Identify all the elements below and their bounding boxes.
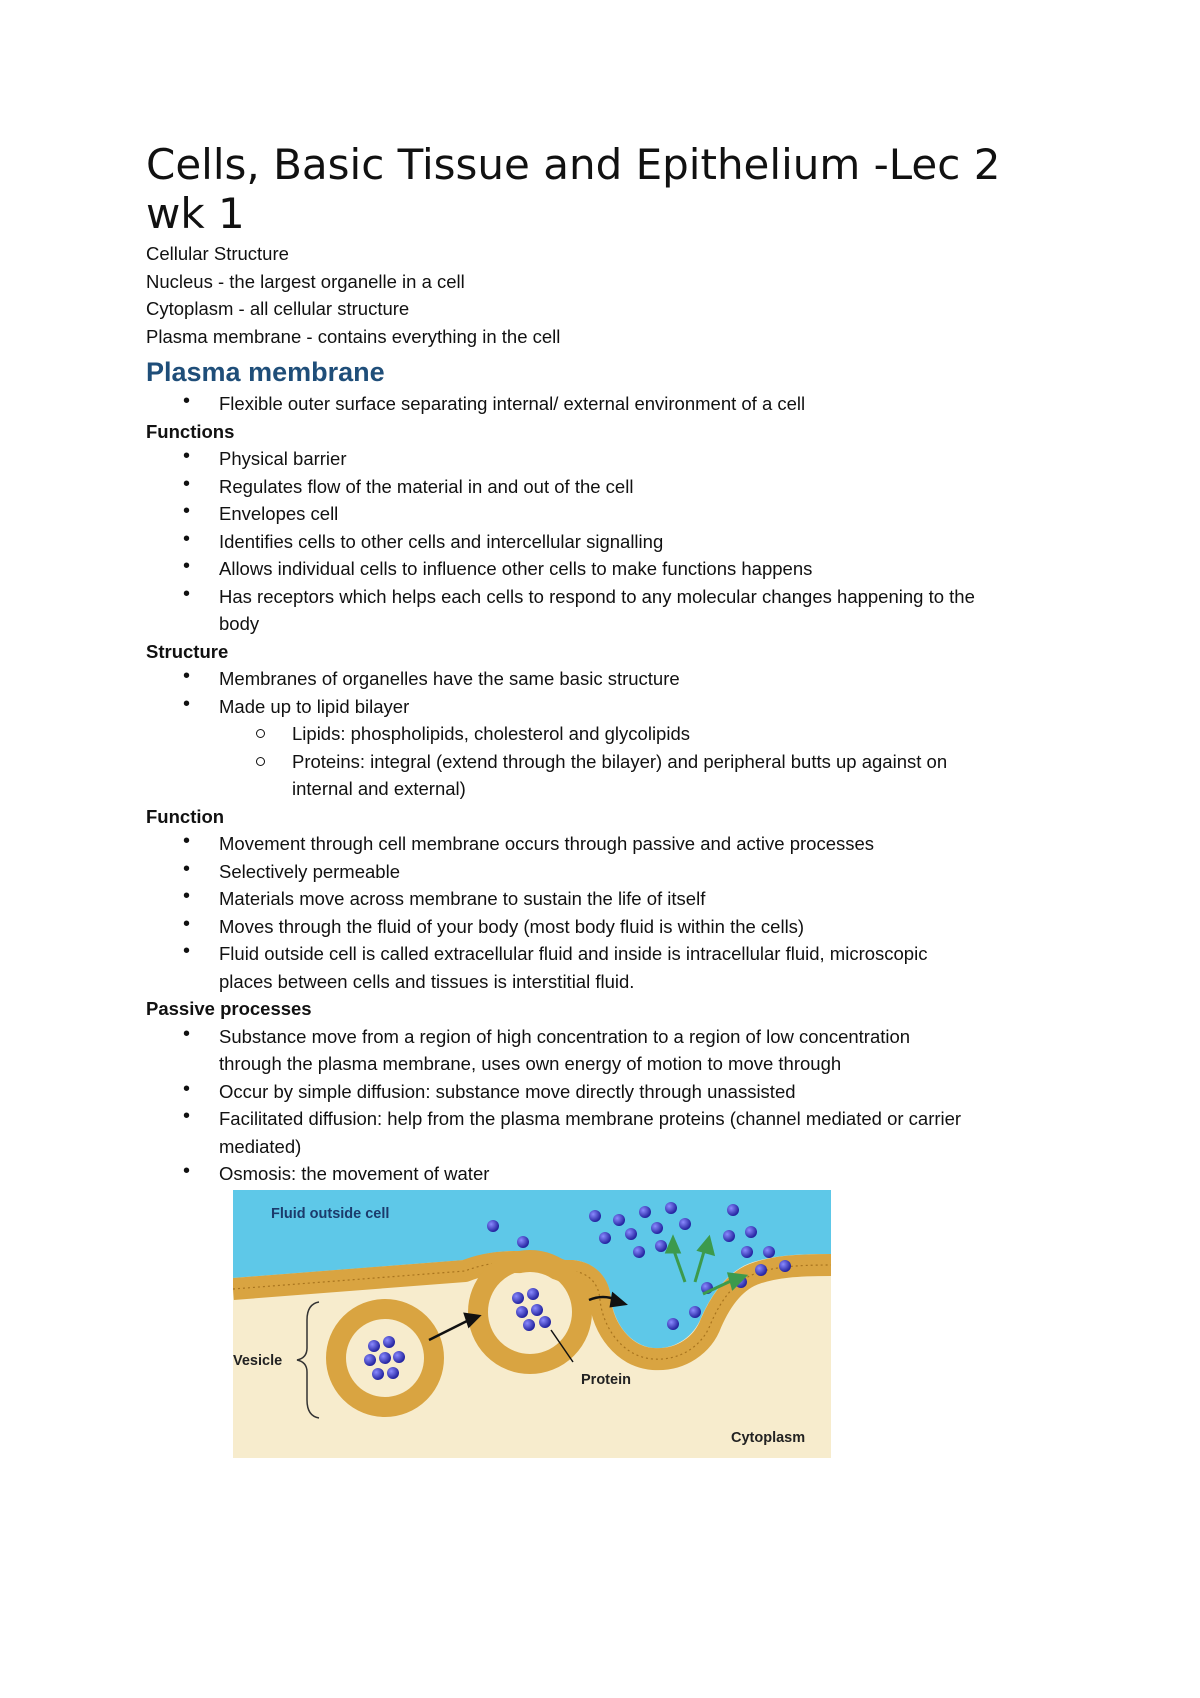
- label-protein: Protein: [581, 1372, 631, 1388]
- intro-line: Cytoplasm - all cellular structure: [146, 298, 410, 319]
- list-item-text: mediated): [219, 1135, 302, 1157]
- list-item-text: Fluid outside cell is called extracellular fluid and inside is intracellular fluid, microscopic: [219, 943, 928, 964]
- passive-heading: Passive processes: [146, 998, 312, 1019]
- structure-list: [146, 665, 1066, 803]
- list-item: • Envelopes cell: [146, 500, 1066, 528]
- list-item-text: body: [219, 613, 260, 634]
- list-item: • Occur by simple diffusion: substance move directly through unassisted: [146, 1078, 1066, 1106]
- list-item: • Movement through cell membrane occurs through passive and active processes: [146, 830, 1066, 858]
- functions-list: [146, 445, 1066, 638]
- label-vesicle: Vesicle: [233, 1353, 283, 1369]
- structure-heading: Structure: [146, 640, 229, 662]
- list-item-text: Facilitated diffusion: help from the plasma membrane proteins (channel mediated or carrier: [219, 1108, 962, 1129]
- list-item: • Flexible outer surface separating internal/ external environment of a cell: [146, 390, 1066, 418]
- list-item: [146, 1105, 1066, 1160]
- list-item: [146, 940, 1066, 995]
- list-item: • Physical barrier: [146, 445, 1066, 473]
- list-item-text: Made up to lipid bilayer: [219, 695, 410, 717]
- list-item: • Materials move across membrane to sustain the life of itself: [146, 885, 1066, 913]
- list-item: [146, 583, 1066, 638]
- intro-block: [146, 240, 1066, 350]
- structure-sublist: [219, 720, 1066, 803]
- functions-heading: Functions: [146, 420, 235, 442]
- section-heading: Plasma membrane: [146, 357, 385, 387]
- list-item: • Allows individual cells to influence other cells to make functions happens: [146, 555, 1066, 583]
- passive-list: [146, 1023, 1066, 1188]
- list-item-text: Substance move from a region of high concentration to a region of low concentration: [219, 1025, 911, 1047]
- list-item-text: through the plasma membrane, uses own energy of motion to move through: [219, 1053, 842, 1074]
- list-item: [146, 1023, 1066, 1078]
- intro-line: Cellular Structure: [146, 243, 289, 264]
- sublist-item-text: Proteins: integral (extend through the bilayer) and peripheral butts up against on: [292, 750, 948, 772]
- list-item-text: places between cells and tissues is interstitial fluid.: [219, 970, 635, 992]
- page-title: Cells, Basic Tissue and Epithelium -Lec 2 wk 1: [146, 140, 1001, 238]
- list-item: • Selectively permeable: [146, 858, 1066, 886]
- sublist-item: Lipids: phospholipids, cholesterol and glycolipids: [146, 720, 1066, 748]
- list-item-text: Has receptors which helps each cells to respond to any molecular changes happening to the: [219, 585, 975, 607]
- list-item: • Identifies cells to other cells and intercellular signalling: [146, 528, 1066, 556]
- list-item: • Regulates flow of the material in and out of the cell: [146, 473, 1066, 501]
- document-content: [146, 140, 1066, 1188]
- section-intro-list: [146, 390, 1066, 418]
- sublist-item-text: internal and external): [292, 778, 466, 799]
- list-item: [146, 693, 1066, 803]
- list-item: • Osmosis: the movement of water: [146, 1160, 1066, 1188]
- function-list: [146, 830, 1066, 995]
- list-item: • Membranes of organelles have the same basic structure: [146, 665, 1066, 693]
- exocytosis-figure: [233, 1190, 831, 1458]
- intro-line: Nucleus - the largest organelle in a cell: [146, 270, 465, 292]
- function-heading: Function: [146, 805, 225, 827]
- intro-line: Plasma membrane - contains everything in the cell: [146, 325, 561, 347]
- label-fluid-outside: Fluid outside cell: [271, 1206, 390, 1222]
- sublist-item: [146, 748, 1066, 803]
- list-item: • Moves through the fluid of your body (most body fluid is within the cells): [146, 913, 1066, 941]
- label-cytoplasm: Cytoplasm: [731, 1430, 806, 1446]
